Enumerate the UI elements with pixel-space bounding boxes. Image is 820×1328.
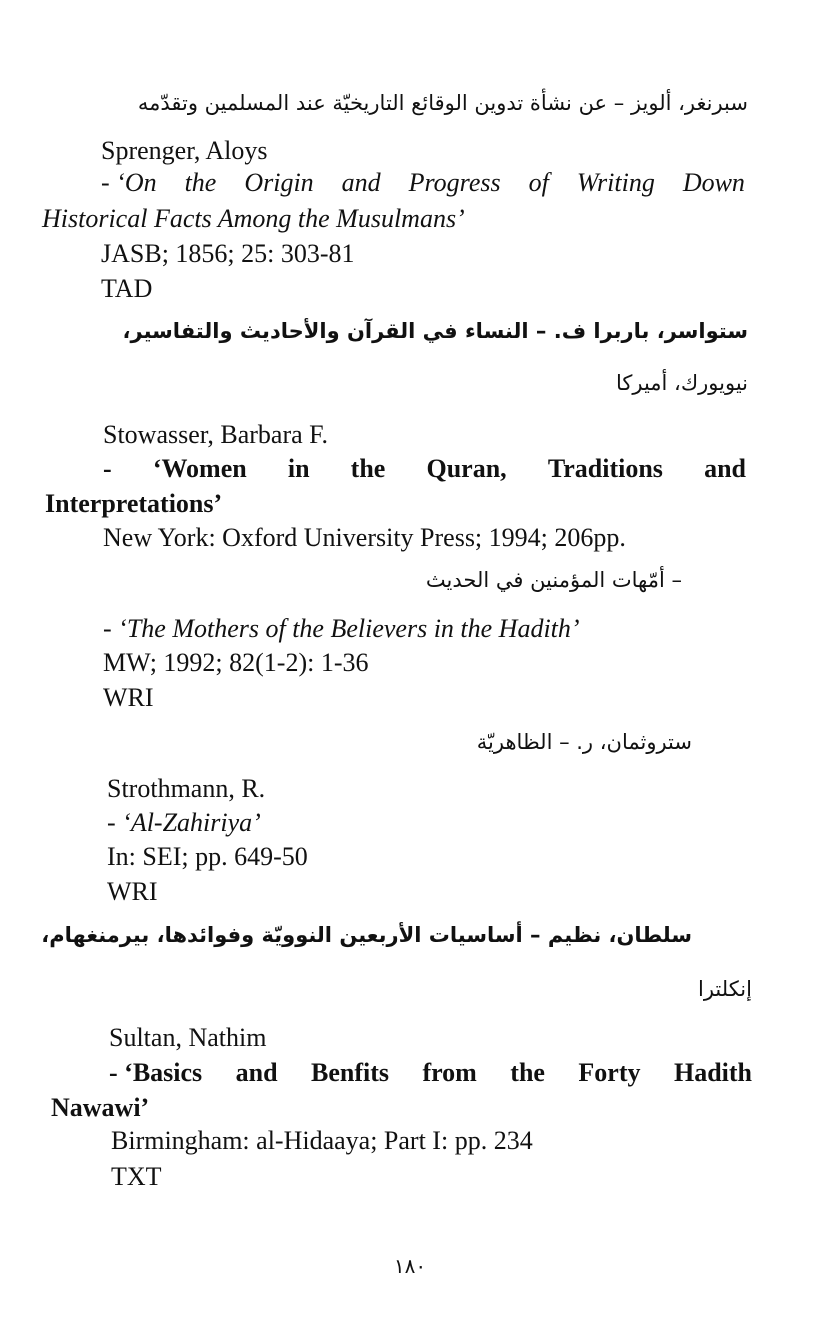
library-code: TXT: [111, 1162, 162, 1191]
publication-info: Birmingham: al-Hidaaya; Part I: pp. 234: [111, 1126, 533, 1155]
title-word: Progress: [408, 168, 501, 197]
arabic-entry-title: ستروثمان، ر. – الظاهريّة: [476, 730, 692, 754]
title-word: and: [235, 1058, 278, 1087]
title-word: - ‘Basics: [109, 1058, 203, 1087]
title-word: the: [184, 168, 217, 197]
work-title-continuation: Nawawi’: [51, 1093, 150, 1122]
work-title-line: [109, 1056, 752, 1090]
arabic-entry-title: ستواسر، باربرا ف. – النساء في القرآن والأحاديث والتفاسير،: [122, 319, 748, 343]
title-word: and: [704, 454, 746, 483]
title-word: Down: [682, 168, 745, 197]
publication-info: In: SEI; pp. 649-50: [107, 842, 308, 871]
library-code: WRI: [107, 877, 158, 906]
author-name: Stowasser, Barbara F.: [103, 420, 329, 449]
title-word: from: [422, 1058, 477, 1087]
title-word: Benfits: [311, 1058, 389, 1087]
arabic-entry-title: سلطان، نظيم – أساسيات الأربعين النوويّة وفوائدها، بيرمنغهام،: [41, 923, 692, 947]
work-title: - ‘Al-Zahiriya’: [107, 808, 261, 837]
title-word: Quran,: [426, 454, 507, 483]
publication-info: MW; 1992; 82(1-2): 1-36: [103, 648, 369, 677]
title-word: - ‘On: [101, 168, 157, 197]
library-code: WRI: [103, 683, 154, 712]
title-word: Traditions: [547, 454, 663, 483]
work-title-continuation: Historical Facts Among the Musulmans’: [42, 204, 465, 233]
arabic-entry-place: نيويورك، أميركا: [615, 371, 748, 395]
title-word: ‘Women: [152, 454, 247, 483]
title-word: Hadith: [673, 1058, 752, 1087]
author-name: Sultan, Nathim: [109, 1023, 267, 1052]
title-word: of: [528, 168, 549, 197]
arabic-subentry-title: – أمّهات المؤمنين في الحديث: [425, 568, 682, 592]
author-name: Sprenger, Aloys: [101, 136, 268, 165]
arabic-entry-title: سبرنغر، ألويز – عن نشأة تدوين الوقائع التاريخيّة عند المسلمين وتقدّمه: [137, 91, 748, 115]
title-word: in: [287, 454, 310, 483]
publication-info: JASB; 1856; 25: 303-81: [101, 239, 355, 268]
library-code: TAD: [101, 274, 153, 303]
work-title-line: [101, 166, 745, 200]
title-word: -: [103, 454, 112, 483]
work-title-continuation: Interpretations’: [45, 489, 223, 518]
publication-info: New York: Oxford University Press; 1994; 206pp.: [103, 523, 626, 552]
work-title-line: [103, 452, 746, 486]
arabic-entry-place: إنكلترا: [698, 977, 752, 1001]
title-word: the: [350, 454, 386, 483]
author-name: Strothmann, R.: [107, 774, 266, 803]
title-word: Origin: [244, 168, 314, 197]
title-word: the: [510, 1058, 545, 1087]
subentry-title: - ‘The Mothers of the Believers in the Hadith’: [103, 614, 580, 643]
title-word: Forty: [578, 1058, 641, 1087]
page-number: ١٨٠: [393, 1254, 427, 1278]
title-word: and: [341, 168, 381, 197]
title-word: Writing: [576, 168, 655, 197]
